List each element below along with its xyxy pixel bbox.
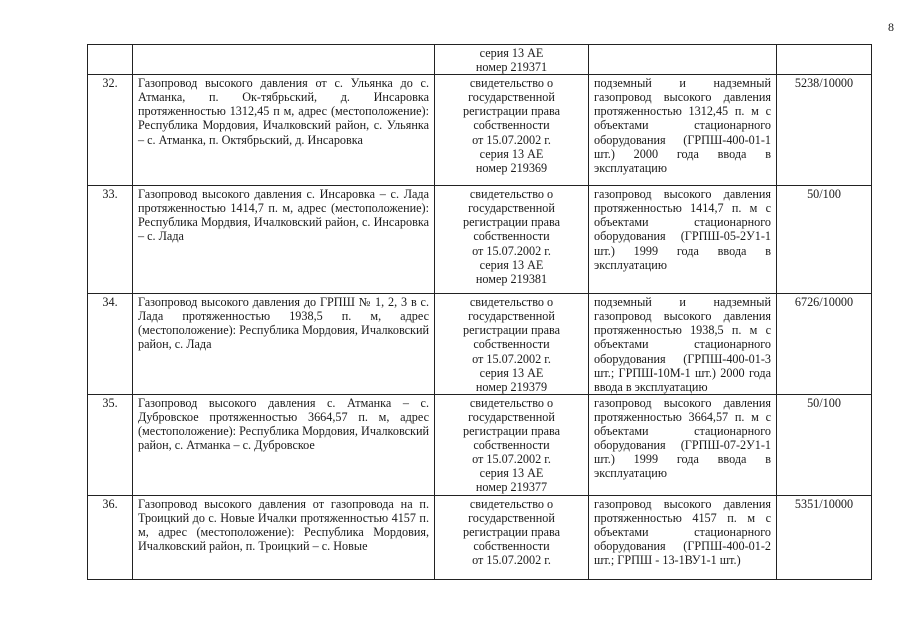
doc-line: регистрации права xyxy=(462,104,561,119)
doc-line: собственности xyxy=(473,229,550,244)
doc-line: собственности xyxy=(473,538,550,553)
registration-doc-cell xyxy=(435,75,589,186)
table-row xyxy=(88,186,872,294)
note-cell: газопровод высокого давления протяженностью 3664,57 п. м с объектами стационарного оборудования (ГРПШ-07-2У1-1 шт.) 1999 года ввода в эксплуатацию xyxy=(589,394,777,495)
share-cell xyxy=(777,45,872,75)
doc-line: собственности xyxy=(473,438,550,453)
table-row xyxy=(88,294,872,395)
doc-line: от 15.07.2002 г. xyxy=(472,552,551,567)
doc-line: от 15.07.2002 г. xyxy=(472,452,551,467)
share-cell: 5351/10000 xyxy=(777,495,872,579)
doc-line: государственной xyxy=(468,409,555,424)
description-cell xyxy=(133,45,435,75)
doc-line: свидетельство о xyxy=(469,76,554,91)
doc-line: номер 219381 xyxy=(475,271,548,286)
description-cell: Газопровод высокого давления от газопровода на п. Троицкий до с. Новые Ичалки протяженностью 4157 п. м, адрес (местоположение): Республика Мордовия, Ичалковский район, п. Троицкий – с. Новые xyxy=(133,495,435,579)
table-row-continuation xyxy=(88,45,872,75)
table-row xyxy=(88,394,872,495)
row-number-cell: 36. xyxy=(88,495,133,579)
share-cell: 50/100 xyxy=(777,394,872,495)
table-row xyxy=(88,495,872,579)
doc-line: свидетельство о xyxy=(469,395,554,410)
note-cell: подземный и надземный газопровод высокого давления протяженностью 1938,5 п. м с объектами стационарного оборудования (ГРПШ-400-01-3 шт.; ГРПШ-10М-1 шт.) 2000 года ввода в эксплуатацию xyxy=(589,294,777,395)
row-number-cell: 33. xyxy=(88,186,133,294)
doc-line: серия 13 АЕ xyxy=(479,46,544,60)
doc-line: регистрации права xyxy=(462,424,561,439)
doc-line: свидетельство о xyxy=(469,187,554,202)
doc-line: от 15.07.2002 г. xyxy=(472,132,551,147)
doc-line: серия 13 АЕ xyxy=(479,466,544,481)
description-cell: Газопровод высокого давления от с. Ульянка до с. Атманка, п. Ок-тябрьский, д. Инсаровка протяженностью 1312,45 п м, адрес (местоположение): Республика Мордовия, Ичалковский район, с. Ульянка – с. Атманка, п. Октябрьский, д. Инсаровка xyxy=(133,75,435,186)
registration-doc-cell xyxy=(435,394,589,495)
doc-line: собственности xyxy=(473,337,550,352)
doc-line: серия 13 АЕ xyxy=(479,365,544,380)
doc-line: номер 219377 xyxy=(475,480,548,495)
note-cell xyxy=(589,45,777,75)
doc-line: регистрации права xyxy=(462,323,561,338)
registration-doc-cell xyxy=(435,294,589,395)
doc-line: государственной xyxy=(468,309,555,324)
doc-line: регистрации права xyxy=(462,215,561,230)
note-cell: газопровод высокого давления протяженностью 4157 п. м с объектами стационарного оборудования (ГРПШ-400-01-2 шт.; ГРПШ - 13-1ВУ1-1 шт.) xyxy=(589,495,777,579)
registration-doc-cell xyxy=(435,186,589,294)
page-number: 8 xyxy=(888,20,894,34)
doc-line: номер 219379 xyxy=(475,379,548,394)
doc-line: от 15.07.2002 г. xyxy=(472,351,551,366)
row-number-cell: 34. xyxy=(88,294,133,395)
doc-line: номер 219369 xyxy=(475,160,548,175)
registration-doc-cell xyxy=(435,45,589,75)
description-cell: Газопровод высокого давления с. Инсаровка – с. Лада протяженностью 1414,7 п. м, адрес (местоположение): Республика Мордвия, Ичалковский район, с. Инсаровка – с. Лада xyxy=(133,186,435,294)
row-number-cell xyxy=(88,45,133,75)
table-row xyxy=(88,75,872,186)
doc-line: регистрации права xyxy=(462,524,561,539)
description-cell: Газопровод высокого давления с. Атманка – с. Дубровское протяженностью 3664,57 п. м, адрес (местоположение): Республика Мордовия, Ичалковский район, с. Атманка – с. Дубровское xyxy=(133,394,435,495)
doc-line: государственной xyxy=(468,510,555,525)
doc-line: от 15.07.2002 г. xyxy=(472,243,551,258)
share-cell: 50/100 xyxy=(777,186,872,294)
share-cell: 5238/10000 xyxy=(777,75,872,186)
note-cell: подземный и надземный газопровод высокого давления протяженностью 1312,45 п. м с объектами стационарного оборудования (ГРПШ-400-01-1 шт.) 2000 года ввода в эксплуатацию xyxy=(589,75,777,186)
doc-line: номер 219371 xyxy=(475,60,548,75)
share-cell: 6726/10000 xyxy=(777,294,872,395)
doc-line: государственной xyxy=(468,90,555,105)
doc-line: серия 13 АЕ xyxy=(479,146,544,161)
note-cell: газопровод высокого давления протяженностью 1414,7 п. м с объектами стационарного оборудования (ГРПШ-05-2У1-1 шт.) 1999 года ввода в эксплуатацию xyxy=(589,186,777,294)
row-number-cell: 32. xyxy=(88,75,133,186)
description-cell: Газопровод высокого давления до ГРПШ № 1, 2, 3 в с. Лада протяженностью 1938,5 п. м, адрес (местоположение): Республика Мордовия, Ичалковский район, с. Лада xyxy=(133,294,435,395)
doc-line: свидетельство о xyxy=(469,496,554,511)
registration-doc-cell xyxy=(435,495,589,579)
doc-line: серия 13 АЕ xyxy=(479,257,544,272)
doc-line: собственности xyxy=(473,118,550,133)
row-number-cell: 35. xyxy=(88,394,133,495)
property-register-table xyxy=(87,44,872,580)
doc-line: государственной xyxy=(468,201,555,216)
doc-line: свидетельство о xyxy=(469,295,554,310)
